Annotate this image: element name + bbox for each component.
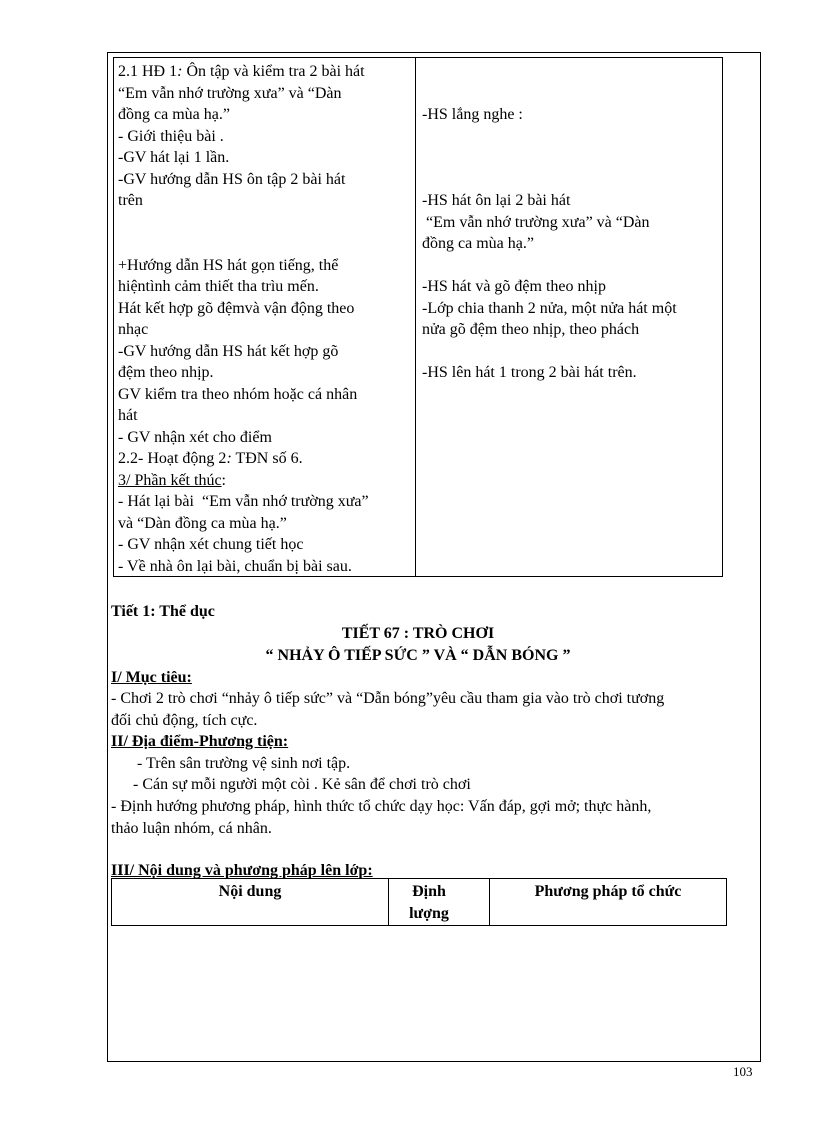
lesson-title-line2: “ NHẢY Ô TIẾP SỨC ” VÀ “ DẪN BÓNG ” bbox=[265, 647, 571, 664]
line-text: nhạc bbox=[118, 321, 149, 338]
teacher-line bbox=[118, 448, 411, 470]
music-lesson-table bbox=[113, 57, 723, 577]
lesson-plan-table-header bbox=[111, 878, 727, 926]
teacher-line bbox=[118, 556, 411, 578]
content-heading: III/ Nội dung và phương pháp lên lớp: bbox=[111, 862, 373, 879]
objectives-text-line2: đối chủ động, tích cực. bbox=[111, 712, 258, 729]
method-line2: thảo luận nhóm, cá nhân. bbox=[111, 820, 272, 837]
line-underline: 3/ Phần kết thúc bbox=[118, 471, 222, 489]
student-line bbox=[422, 126, 718, 148]
teacher-line bbox=[118, 405, 411, 427]
student-line bbox=[422, 255, 718, 277]
line-text: hát bbox=[118, 407, 138, 424]
student-line: -Lớp chia thanh 2 nửa, một nửa hát một bbox=[422, 299, 677, 317]
teacher-activities-column bbox=[114, 58, 416, 576]
line-prefix: 2.2- Hoạt động 2 bbox=[118, 450, 227, 467]
venue-line1: - Trên sân trường vệ sinh nơi tập. bbox=[137, 755, 351, 772]
line-text: TĐN số 6. bbox=[231, 450, 303, 467]
teacher-line bbox=[118, 298, 411, 320]
line-text: Hát kết hợp gõ đệmvà vận động theo bbox=[118, 299, 355, 317]
teacher-line bbox=[118, 190, 411, 212]
line-italic: : bbox=[226, 450, 232, 467]
teacher-line bbox=[118, 513, 411, 535]
teacher-line bbox=[118, 83, 411, 105]
line-text: GV kiểm tra theo nhóm hoặc cá nhân bbox=[118, 385, 358, 403]
line-text: Ôn tập và kiểm tra 2 bài hát bbox=[182, 63, 365, 80]
student-line: -HS hát ôn lại 2 bài hát bbox=[422, 192, 571, 209]
student-line: -HS lên hát 1 trong 2 bài hát trên. bbox=[422, 364, 637, 381]
teacher-line bbox=[118, 61, 411, 83]
teacher-line bbox=[118, 276, 411, 298]
line-text: -GV hát lại 1 lần. bbox=[118, 149, 230, 166]
objectives-heading: I/ Mục tiêu: bbox=[111, 669, 192, 686]
teacher-line bbox=[118, 491, 411, 513]
teacher-line bbox=[118, 147, 411, 169]
line-text: - Về nhà ôn lại bài, chuẩn bị bài sau. bbox=[118, 557, 352, 575]
teacher-line bbox=[118, 233, 411, 255]
line-text: “Em vẫn nhớ trường xưa” và “Dàn bbox=[118, 84, 342, 102]
line-italic: : bbox=[177, 63, 183, 80]
line-text: đệm theo nhịp. bbox=[118, 364, 214, 381]
line-text: -GV hướng dẫn HS ôn tập 2 bài hát bbox=[118, 170, 346, 188]
objectives-text-line1: - Chơi 2 trò chơi “nhảy ô tiếp sức” và “Dẫn bóng”yêu cầu tham gia vào trò chơi tương bbox=[111, 690, 665, 707]
teacher-line bbox=[118, 169, 411, 191]
student-line: nửa gõ đệm theo nhịp, theo phách bbox=[422, 321, 640, 338]
teacher-line bbox=[118, 341, 411, 363]
student-line: “Em vẫn nhớ trường xưa” và “Dàn bbox=[422, 213, 650, 231]
teacher-line bbox=[118, 427, 411, 449]
teacher-line bbox=[118, 470, 411, 492]
student-line: -HS lắng nghe : bbox=[422, 106, 523, 123]
header-method: Phương pháp tổ chức bbox=[534, 883, 682, 900]
period-label: Tiết 1: Thể dục bbox=[111, 603, 215, 620]
student-line bbox=[422, 61, 718, 83]
student-line bbox=[422, 169, 718, 191]
teacher-line bbox=[118, 362, 411, 384]
student-line bbox=[422, 147, 718, 169]
student-line: đồng ca mùa hạ.” bbox=[422, 235, 534, 252]
header-quantity bbox=[389, 879, 490, 925]
teacher-line bbox=[118, 255, 411, 277]
student-line bbox=[422, 341, 718, 363]
line-text: và “Dàn đồng ca mùa hạ.” bbox=[118, 514, 287, 532]
line-text: đồng ca mùa hạ.” bbox=[118, 106, 230, 123]
line-text: - GV nhận xét cho điểm bbox=[118, 428, 272, 446]
teacher-line bbox=[118, 319, 411, 341]
teacher-line bbox=[118, 212, 411, 234]
venue-line2: - Cán sự mỗi người một còi . Kẻ sân để chơi trò chơi bbox=[133, 776, 471, 793]
footer-divider bbox=[107, 1061, 761, 1062]
line-text: +Hướng dẫn HS hát gọn tiếng, thể bbox=[118, 256, 339, 274]
student-line: -HS hát và gõ đệm theo nhịp bbox=[422, 278, 606, 295]
student-line bbox=[422, 83, 718, 105]
line-text: - Hát lại bài “Em vẫn nhớ trường xưa” bbox=[118, 493, 369, 510]
line-text: -GV hướng dẫn HS hát kết hợp gõ bbox=[118, 342, 339, 360]
venue-heading: II/ Địa điểm-Phương tiện: bbox=[111, 733, 289, 750]
teacher-line bbox=[118, 104, 411, 126]
header-quantity-label: Định lượng bbox=[409, 883, 449, 922]
student-activities-column bbox=[416, 58, 722, 576]
teacher-line bbox=[118, 534, 411, 556]
line-text: - GV nhận xét chung tiết học bbox=[118, 536, 304, 553]
line-prefix: 2.1 HĐ 1 bbox=[118, 63, 178, 80]
line-text: - Giới thiệu bài . bbox=[118, 127, 224, 145]
teacher-line bbox=[118, 126, 411, 148]
method-line1: - Định hướng phương pháp, hình thức tổ chức dạy học: Vấn đáp, gợi mở; thực hành, bbox=[111, 798, 652, 815]
teacher-line bbox=[118, 384, 411, 406]
line-text: : bbox=[221, 471, 226, 489]
lesson-title-line1: TIẾT 67 : TRÒ CHƠI bbox=[341, 625, 495, 642]
line-text: trên bbox=[118, 192, 143, 209]
line-text: hiệntình cảm thiết tha trìu mến. bbox=[118, 278, 319, 295]
page-number: 103 bbox=[733, 1064, 753, 1079]
header-content: Nội dung bbox=[112, 879, 389, 925]
